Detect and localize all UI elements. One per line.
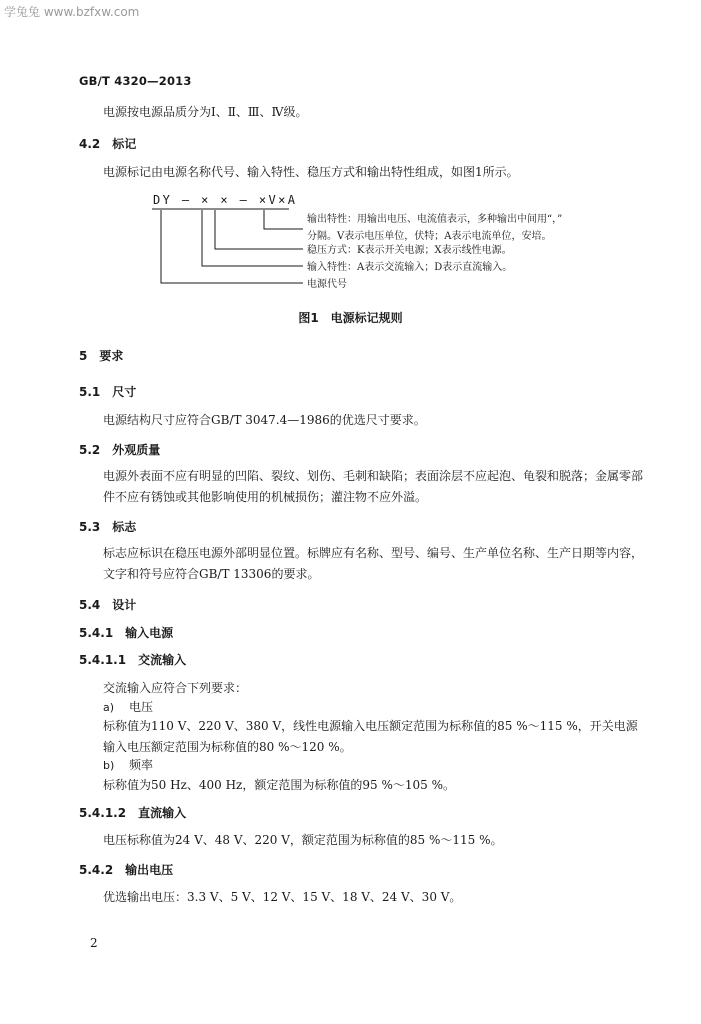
paragraph-4-2: 电源标记由电源名称代号、输入特性、稳压方式和输出特性组成，如图1所示。 — [103, 165, 519, 179]
section-heading-5-4-1-2 — [79, 804, 186, 821]
figure-title: 电源标记规则 — [330, 311, 403, 325]
intro-paragraph: 电源按电源品质分为Ⅰ、Ⅱ、Ⅲ、Ⅳ级。 — [103, 105, 308, 119]
section-title: 尺寸 — [112, 385, 137, 399]
label-regulation: 稳压方式：K表示开关电源；X表示线性电源。 — [307, 245, 512, 256]
paragraph-5-2: 电源外表面不应有明显的凹陷、裂纹、划伤、毛刺和缺陷；表面涂层不应起泡、龟裂和脱落；金属零部件不应有锈蚀或其他影响使用的机械损伤；灌注物不应外溢。 — [103, 469, 644, 504]
paragraph-5-1: 电源结构尺寸应符合GB/T 3047.4—1986的优选尺寸要求。 — [103, 413, 426, 427]
section-title: 输入电源 — [125, 626, 174, 640]
marking-diagram — [0, 0, 701, 300]
list-item-b — [103, 756, 153, 773]
list-marker: a) — [103, 701, 115, 714]
page-number: 2 — [90, 936, 98, 950]
section-number: 5.4.2 — [79, 863, 114, 877]
section-title: 交流输入 — [138, 653, 187, 667]
watermark: 学兔兔 www.bzfxw.com — [4, 5, 140, 19]
section-heading-5-4-1-1 — [79, 651, 186, 668]
paragraph-5-4-1-1-intro: 交流输入应符合下列要求： — [103, 681, 248, 695]
label-output-1: 输出特性：用输出电压、电流值表示，多种输出中间用“，” — [307, 214, 563, 225]
leader-input — [202, 210, 303, 266]
paragraph-5-4-2: 优选输出电压：3.3 V、5 V、12 V、15 V、18 V、24 V、30 V。 — [103, 890, 462, 904]
section-title: 标记 — [112, 137, 137, 151]
list-item-a — [103, 698, 153, 715]
list-item-label: 电压 — [129, 700, 154, 714]
figure-caption — [0, 309, 701, 326]
section-number: 5 — [79, 349, 88, 363]
list-item-label: 频率 — [129, 758, 154, 772]
section-heading-5-4-1 — [79, 624, 173, 641]
section-title: 标志 — [112, 520, 137, 534]
section-heading-5-4-2 — [79, 861, 173, 878]
section-title: 设计 — [112, 598, 137, 612]
section-heading-5-4 — [79, 596, 136, 613]
section-number: 5.2 — [79, 443, 101, 457]
label-output-2: 分隔。V表示电压单位，伏特；A表示电流单位，安培。 — [307, 231, 552, 242]
marking-code: DY — × × — ×V×A — [153, 193, 298, 207]
section-number: 5.1 — [79, 385, 101, 399]
section-heading-5-3 — [79, 518, 136, 535]
list-marker: b) — [103, 759, 115, 772]
section-heading-5-1 — [79, 383, 136, 400]
section-number: 5.4.1.1 — [79, 653, 127, 667]
list-item-b-text: 标称值为50 Hz、400 Hz，额定范围为标称值的95 %～105 %。 — [103, 778, 455, 792]
section-heading-5-2 — [79, 441, 160, 458]
diagram-leader-lines — [152, 209, 303, 283]
paragraph-5-4-1-2: 电压标称值为24 V、48 V、220 V，额定范围为标称值的85 %～115 %。 — [103, 833, 503, 847]
section-number: 5.4 — [79, 598, 101, 612]
section-number: 5.4.1.2 — [79, 806, 127, 820]
leader-name — [161, 210, 303, 283]
standard-code: GB/T 4320—2013 — [79, 74, 192, 88]
list-item-a-text: 标称值为110 V、220 V、380 V，线性电源输入电压额定范围为标称值的85 %～115 %，开关电源输入电压额定范围为标称值的80 %～120 %。 — [103, 719, 638, 754]
label-input: 输入特性：A表示交流输入；D表示直流输入。 — [307, 262, 513, 273]
paragraph-5-3: 标志应标识在稳压电源外部明显位置。标牌应有名称、型号、编号、生产单位名称、生产日期等内容，文字和符号应符合GB/T 13306的要求。 — [103, 546, 644, 581]
label-name: 电源代号 — [307, 279, 347, 290]
figure-number: 图1 — [298, 311, 319, 325]
section-number: 5.3 — [79, 520, 101, 534]
section-number: 5.4.1 — [79, 626, 114, 640]
section-title: 外观质量 — [112, 443, 161, 457]
section-title: 直流输入 — [138, 806, 187, 820]
section-title: 输出电压 — [125, 863, 174, 877]
leader-output — [264, 210, 303, 229]
section-title: 要求 — [99, 349, 124, 363]
section-heading-5 — [79, 347, 123, 364]
section-number: 4.2 — [79, 137, 101, 151]
